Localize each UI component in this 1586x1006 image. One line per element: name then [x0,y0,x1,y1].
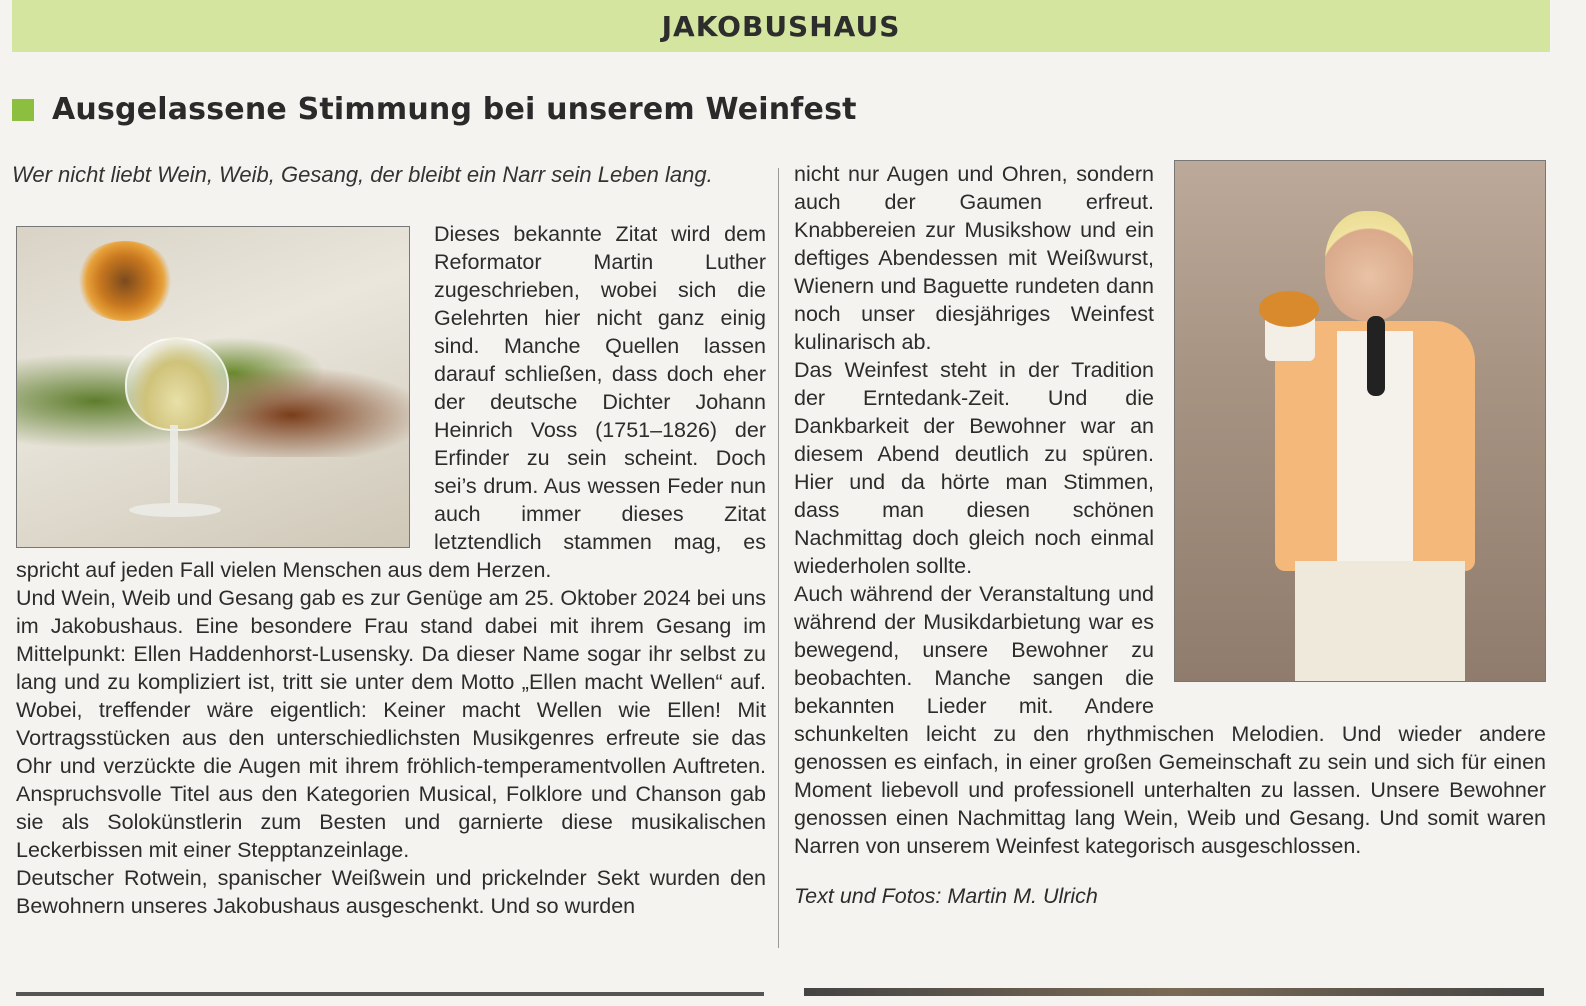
wine-stem-shape [170,425,178,505]
paragraph-wine: Deutscher Rotwein, spanischer Weißwein und prickelnder Sekt wurden den Bewohnern unseres Jakobushaus ausgeschenkt. Und so wurden [16,866,766,918]
paragraph-intro: Dieses bekannte Zitat wird dem Reformator Martin Luther zugeschrieben, wobei sich die Gelehrten hier nicht ganz einig sind. Manche Quellen lassen darauf schließen, dass doch eher der deutsche Dichter Johann Heinrich Voss (1751–1826) der Erfinder zu sein scheint. Doch sei’s drum. Aus wessen Feder nun auch immer dieses Zitat letztendlich stammen mag, es spricht auf jeden Fall vielen Menschen aus dem Herzen. [16,222,766,582]
pot-flower-shape [1259,291,1319,327]
singer-skirt-shape [1295,561,1465,682]
article-headline: Ausgelassene Stimmung bei unserem Weinfest [52,92,857,127]
singer-figure [1245,191,1495,681]
headline-row [12,92,857,127]
singer-head-shape [1325,211,1413,321]
wine-foot-shape [129,503,221,517]
column-divider [778,168,779,948]
paragraph-food: nicht nur Augen und Ohren, sondern auch der Gaumen erfreut. Knabbereien zur Musikshow und ein deftiges Abendessen mit Weißwurst, Wienern und Baguette rundeten dann noch unser diesjähriges Weinfest kulinarisch ab. [794,162,1154,354]
bottom-edge-left [16,992,764,996]
article-quote: Wer nicht liebt Wein, Weib, Gesang, der bleibt ein Narr sein Leben lang. [12,162,713,187]
section-title: JAKOBUSHAUS [661,9,901,43]
accent-square-icon [12,99,34,121]
paragraph-residents: Auch während der Veranstaltung und während der Musikdarbietung war es bewegend, unsere Bewohner zu beobachten. Manche sangen die bekannten Lieder mit. Andere schunkelten leicht zu den rhythmischen Melodien. Und wieder andere genossen es einfach, in einer großen Gemeinschaft zu sein und sich für einen Moment liebevoll und professionell unterhalten zu lassen. Unsere Bewohner genossen einen Nachmittag lang Wein, Weib und Gesang. Und somit waren Narren von unserem Weinfest kategorisch ausgeschlossen. [794,582,1546,858]
right-column [794,160,1546,910]
section-header [12,0,1550,52]
left-column [16,220,766,920]
paragraph-event: Und Wein, Weib und Gesang gab es zur Genüge am 25. Oktober 2024 bei uns im Jakobushaus. Eine besondere Frau stand dabei mit ihrem Gesang im Mittelpunkt: Ellen Haddenhorst-Lusensky. Da dieser Name sogar ihr selbst zu lang und zu kompliziert ist, tritt sie unter dem Motto „Ellen macht Wellen“ auf. Wobei, treffender wäre eigentlich: Keiner macht Wellen wie Ellen! Mit Vortragsstücken aus den unterschiedlichsten Musikgenres erfreute sie das Ohr und verzückte die Augen mit ihrem fröhlich-temperamentvollen Auftreten. Anspruchsvolle Titel aus den Kategorien Musical, Folklore und Chanson gab sie als Solokünstlerin zum Besten und garnierte diese musikalischen Leckerbissen mit einer Stepptanzeinlage. [16,586,766,862]
bottom-edge-right [804,988,1544,996]
wine-glass-photo [16,226,410,548]
microphone-icon [1367,316,1385,396]
paragraph-tradition: Das Weinfest steht in der Tradition der Erntedank-Zeit. Und die Dankbarkeit der Bewohner war an diesem Abend deutlich zu spüren. Hier und da hörte man Stimmen, dass man diesen schönen Nachmittag doch gleich noch einmal wiederholen sollte. [794,358,1154,578]
singer-photo [1174,160,1546,682]
wine-glass-shape [125,337,229,431]
photo-credit: Text und Fotos: Martin M. Ulrich [794,884,1098,908]
sunflower-shape [75,241,175,321]
